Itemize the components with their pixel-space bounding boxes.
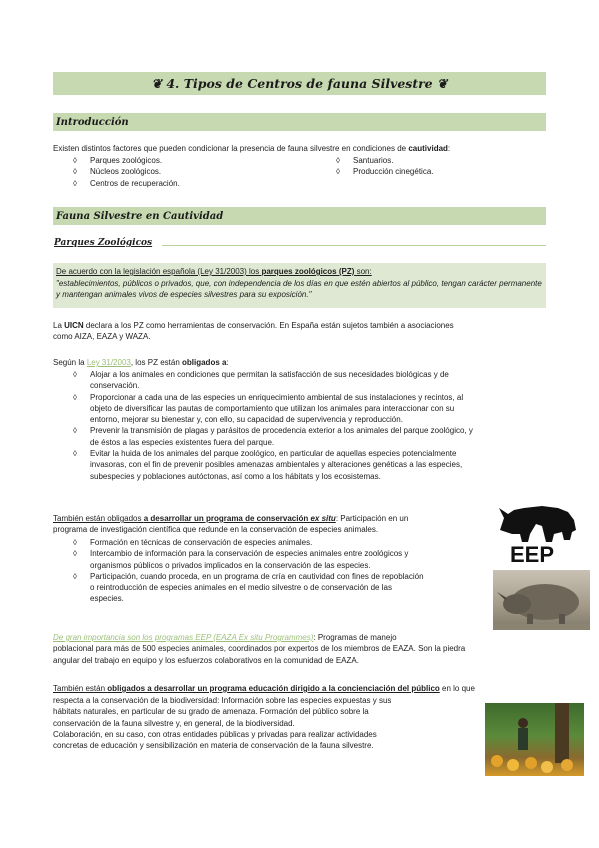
definition-quote: "establecimientos, públicos o privados, que, con independencia de los días en que estén abiertos al público, tengan carácter permanente y mantengan animales vivos de especies silvestres para su exposición." xyxy=(56,279,542,300)
section-heading-intro: Introducción xyxy=(53,113,546,131)
list-item: ◊ Evitar la huida de los animales del parque zoológico, en particular de aquellas especies potencialmente invasoras, con el fin de prevenir posibles amenazas ambientales y alteraciones genéticas a las especies, subespecies y poblaciones autóctonas, así como a los hábitats y los ecosistemas. xyxy=(72,448,547,482)
intro-list-col2 xyxy=(335,155,535,178)
rhino-silhouette-icon xyxy=(496,500,582,546)
section-heading-cautividad: Fauna Silvestre en Cautividad xyxy=(53,207,546,225)
list-item: ◊ Núcleos zoológicos. xyxy=(72,166,312,177)
eep-logo xyxy=(496,500,582,566)
intro-paragraph: Existen distintos factores que pueden condicionar la presencia de fauna silvestre en condiciones de cautividad: xyxy=(53,144,451,153)
list-item: ◊ Prevenir la transmisión de plagas y parásitos de procedencia exterior a los animales del parque zoológico, y de éstos a las especies existentes fuera del parque. xyxy=(72,425,547,448)
intro-list-col1 xyxy=(72,155,312,189)
rhino-photo xyxy=(493,570,590,630)
education-body: respecta a la conservación de la biodiversidad: Información sobre las especies expuestas y sus hábitats naturales, en particular de su grado de amenaza. Formación del público sobre la conservación de la fauna silvestre y, en general, de la biodiversidad. Colaboración, en su caso, con otras entidades públicas y privadas para realizar actividades concretas de educación y sensibilización en materia de conservación de la fauna silvestre. xyxy=(53,696,392,751)
list-item: ◊ Participación, cuando proceda, en un programa de cría en cautividad con fines de repoblación o reintroducción de especies animales en el medio silvestre o de conservación de las especies. xyxy=(72,571,492,605)
obligations-lead: Según la Ley 31/2003, los PZ están obligados a: xyxy=(53,358,229,367)
list-item: ◊ Intercambio de información para la conservación de especies animales entre zoológicos y organismos públicos o privados implicados en la conservación de las especies. xyxy=(72,548,492,571)
eep-logo-text: EEP xyxy=(510,542,555,567)
education-photo xyxy=(485,703,584,776)
list-item: ◊ Proporcionar a cada una de las especies un enriquecimiento ambiental de sus instalaciones y recintos, al objeto de diversificar las pautas de comportamiento que utilizan los animales para interaccionar con su entorno, mejorar su bienestar y, con ello, su capacidad de supervivencia y reproducción. xyxy=(72,392,547,426)
uicn-paragraph: La UICN declara a los PZ como herramientas de conservación. En España están sujetos también a asociaciones como AIZA, EAZA y WAZA. xyxy=(53,321,454,342)
definition-lead: De acuerdo con la legislación española (Ley 31/2003) los parques zoológicos (PZ) son: xyxy=(56,267,372,276)
ley-link[interactable]: Ley 31/2003 xyxy=(86,358,131,367)
conservation-paragraph: También están obligados a desarrollar un programa de conservación ex situ: Participación en un programa de investigación científica que redunde en la conservación de especies animales. xyxy=(53,514,409,535)
list-item: ◊ Centros de recuperación. xyxy=(72,178,312,189)
subheading-rule xyxy=(162,245,546,246)
education-paragraph: También están obligados a desarrollar un programa educación dirigido a la concienciación del público en lo que xyxy=(53,684,475,693)
obligations-list xyxy=(72,369,547,482)
list-item: ◊ Santuarios. xyxy=(335,155,535,166)
list-item: ◊ Parques zoológicos. xyxy=(72,155,312,166)
list-item: ◊ Alojar a los animales en condiciones que permitan la satisfacción de sus necesidades biológicas y de conservación. xyxy=(72,369,547,392)
list-item: ◊ Formación en técnicas de conservación de especies animales. xyxy=(72,537,492,548)
list-item: ◊ Producción cinegética. xyxy=(335,166,535,177)
conservation-list xyxy=(72,537,492,605)
subheading-parques: Parques Zoológicos xyxy=(54,238,153,248)
page-title: ❦ 4. Tipos de Centros de fauna Silvestre ❦ xyxy=(53,72,546,95)
eep-paragraph: De gran importancia son los programas EEP (EAZA Ex situ Programmes): Programas de manejo poblacional para más de 500 especies animales, coordinados por expertos de los miembros de EAZA. Son la piedra angular del trabajo en equipo y los esfuerzos colaborativos en la comunidad de EAZA. xyxy=(53,633,466,665)
